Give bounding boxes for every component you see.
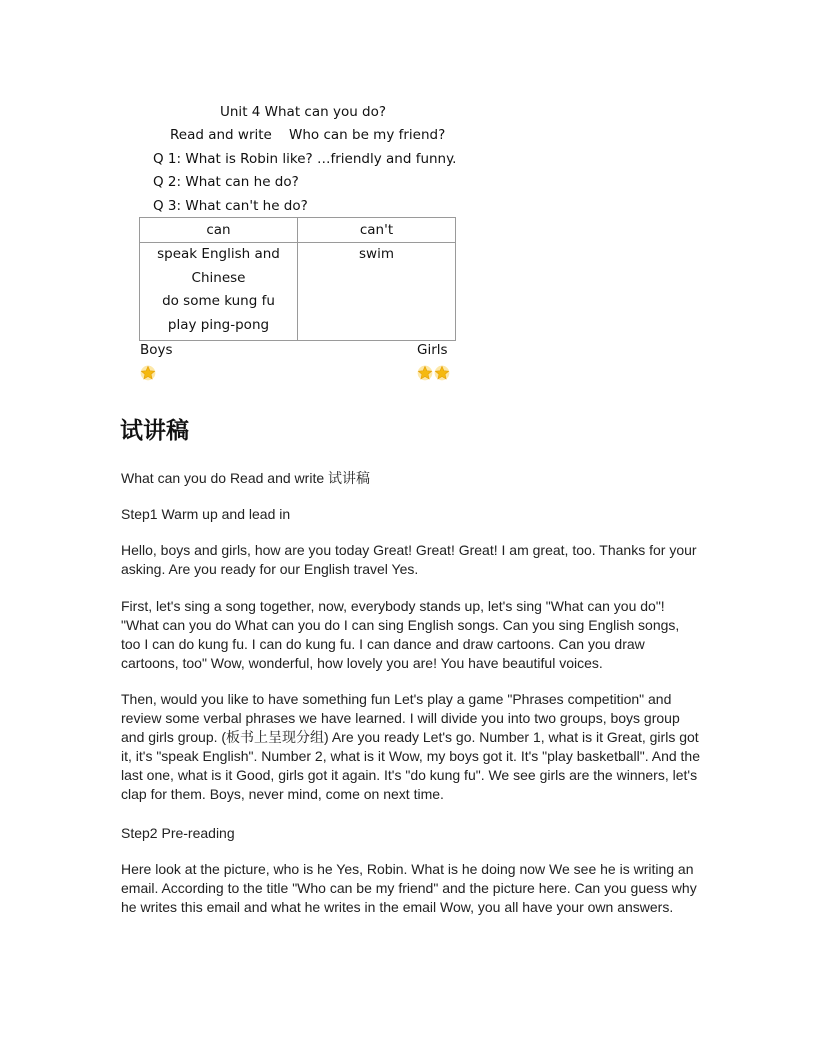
header-can: can — [140, 218, 298, 243]
can-item: speak English and — [157, 246, 280, 262]
can-item: Chinese — [191, 269, 246, 286]
header-cant: can't — [298, 218, 456, 243]
table-header-row — [140, 218, 456, 243]
doc-greeting — [121, 541, 701, 579]
can-cell — [140, 243, 298, 341]
star-icon — [140, 365, 156, 381]
cant-cell — [298, 243, 456, 341]
cant-item: swim — [359, 246, 394, 262]
table-row — [140, 243, 456, 341]
boys-star-row — [140, 365, 157, 381]
boys-label: Boys — [140, 342, 173, 358]
star-icon — [417, 365, 433, 381]
doc-game — [121, 690, 701, 804]
lesson-subtitle: Read and write Who can be my friend? — [170, 127, 446, 143]
can-item: do some kung fu — [162, 293, 275, 310]
can-cant-table — [139, 217, 456, 341]
document-heading: 试讲稿 — [120, 418, 189, 444]
paragraph: Hello, boys and girls, how are you today Great! Great! Great! I am great, too. Thanks for your asking. Are you ready for our English travel Yes. — [121, 542, 697, 577]
question-1: Q 1: What is Robin like? …friendly and funny. — [153, 151, 457, 167]
girls-label: Girls — [417, 342, 448, 358]
star-icon — [434, 365, 450, 381]
doc-paragraph-title — [121, 469, 701, 488]
paragraph: Here look at the picture, who is he Yes, Robin. What is he doing now We see he is writing an email. According to the title "Who can be my friend" and the picture here. Can you guess why he writes this email and what he writes in the email Wow, you all have your own answers. — [121, 861, 697, 915]
doc-step1-heading — [121, 505, 701, 524]
girls-star-row — [417, 365, 451, 381]
doc-step2-heading — [121, 824, 701, 843]
paragraph: First, let's sing a song together, now, everybody stands up, let's sing "What can you do"! "What can you do What can you do I can sing English songs. Can you sing English songs, too I can do kung fu. I can do kung fu. I can dance and draw cartoons. Can you draw cartoons, too" Wow, wonderful, how lovely you are! You have beautiful voices. — [121, 598, 680, 671]
paragraph: What can you do Read and write 试讲稿 — [121, 470, 371, 486]
question-2: Q 2: What can he do? — [153, 174, 299, 190]
paragraph: Step1 Warm up and lead in — [121, 506, 291, 522]
can-item: play ping-pong — [167, 317, 270, 334]
unit-title: Unit 4 What can you do? — [220, 104, 387, 120]
paragraph: Step2 Pre-reading — [121, 825, 235, 841]
question-3: Q 3: What can't he do? — [153, 198, 308, 214]
paragraph: Then, would you like to have something fun Let's play a game "Phrases competition" and review some verbal phrases we have learned. I will divide you into two groups, boys group and girls group. (板书上呈现分组) Are you ready Let's go. Number 1, what is it Great, girls got it, it's "speak English". Number 2, what is it Wow, my boys got it. It's "play basketball". And the last one, what is it Good, girls got it again. It's "do kung fu". We see girls are the winners, let's clap for them. Boys, never mind, come on next time. — [121, 691, 700, 802]
doc-prereading — [121, 860, 701, 917]
doc-song — [121, 597, 701, 673]
